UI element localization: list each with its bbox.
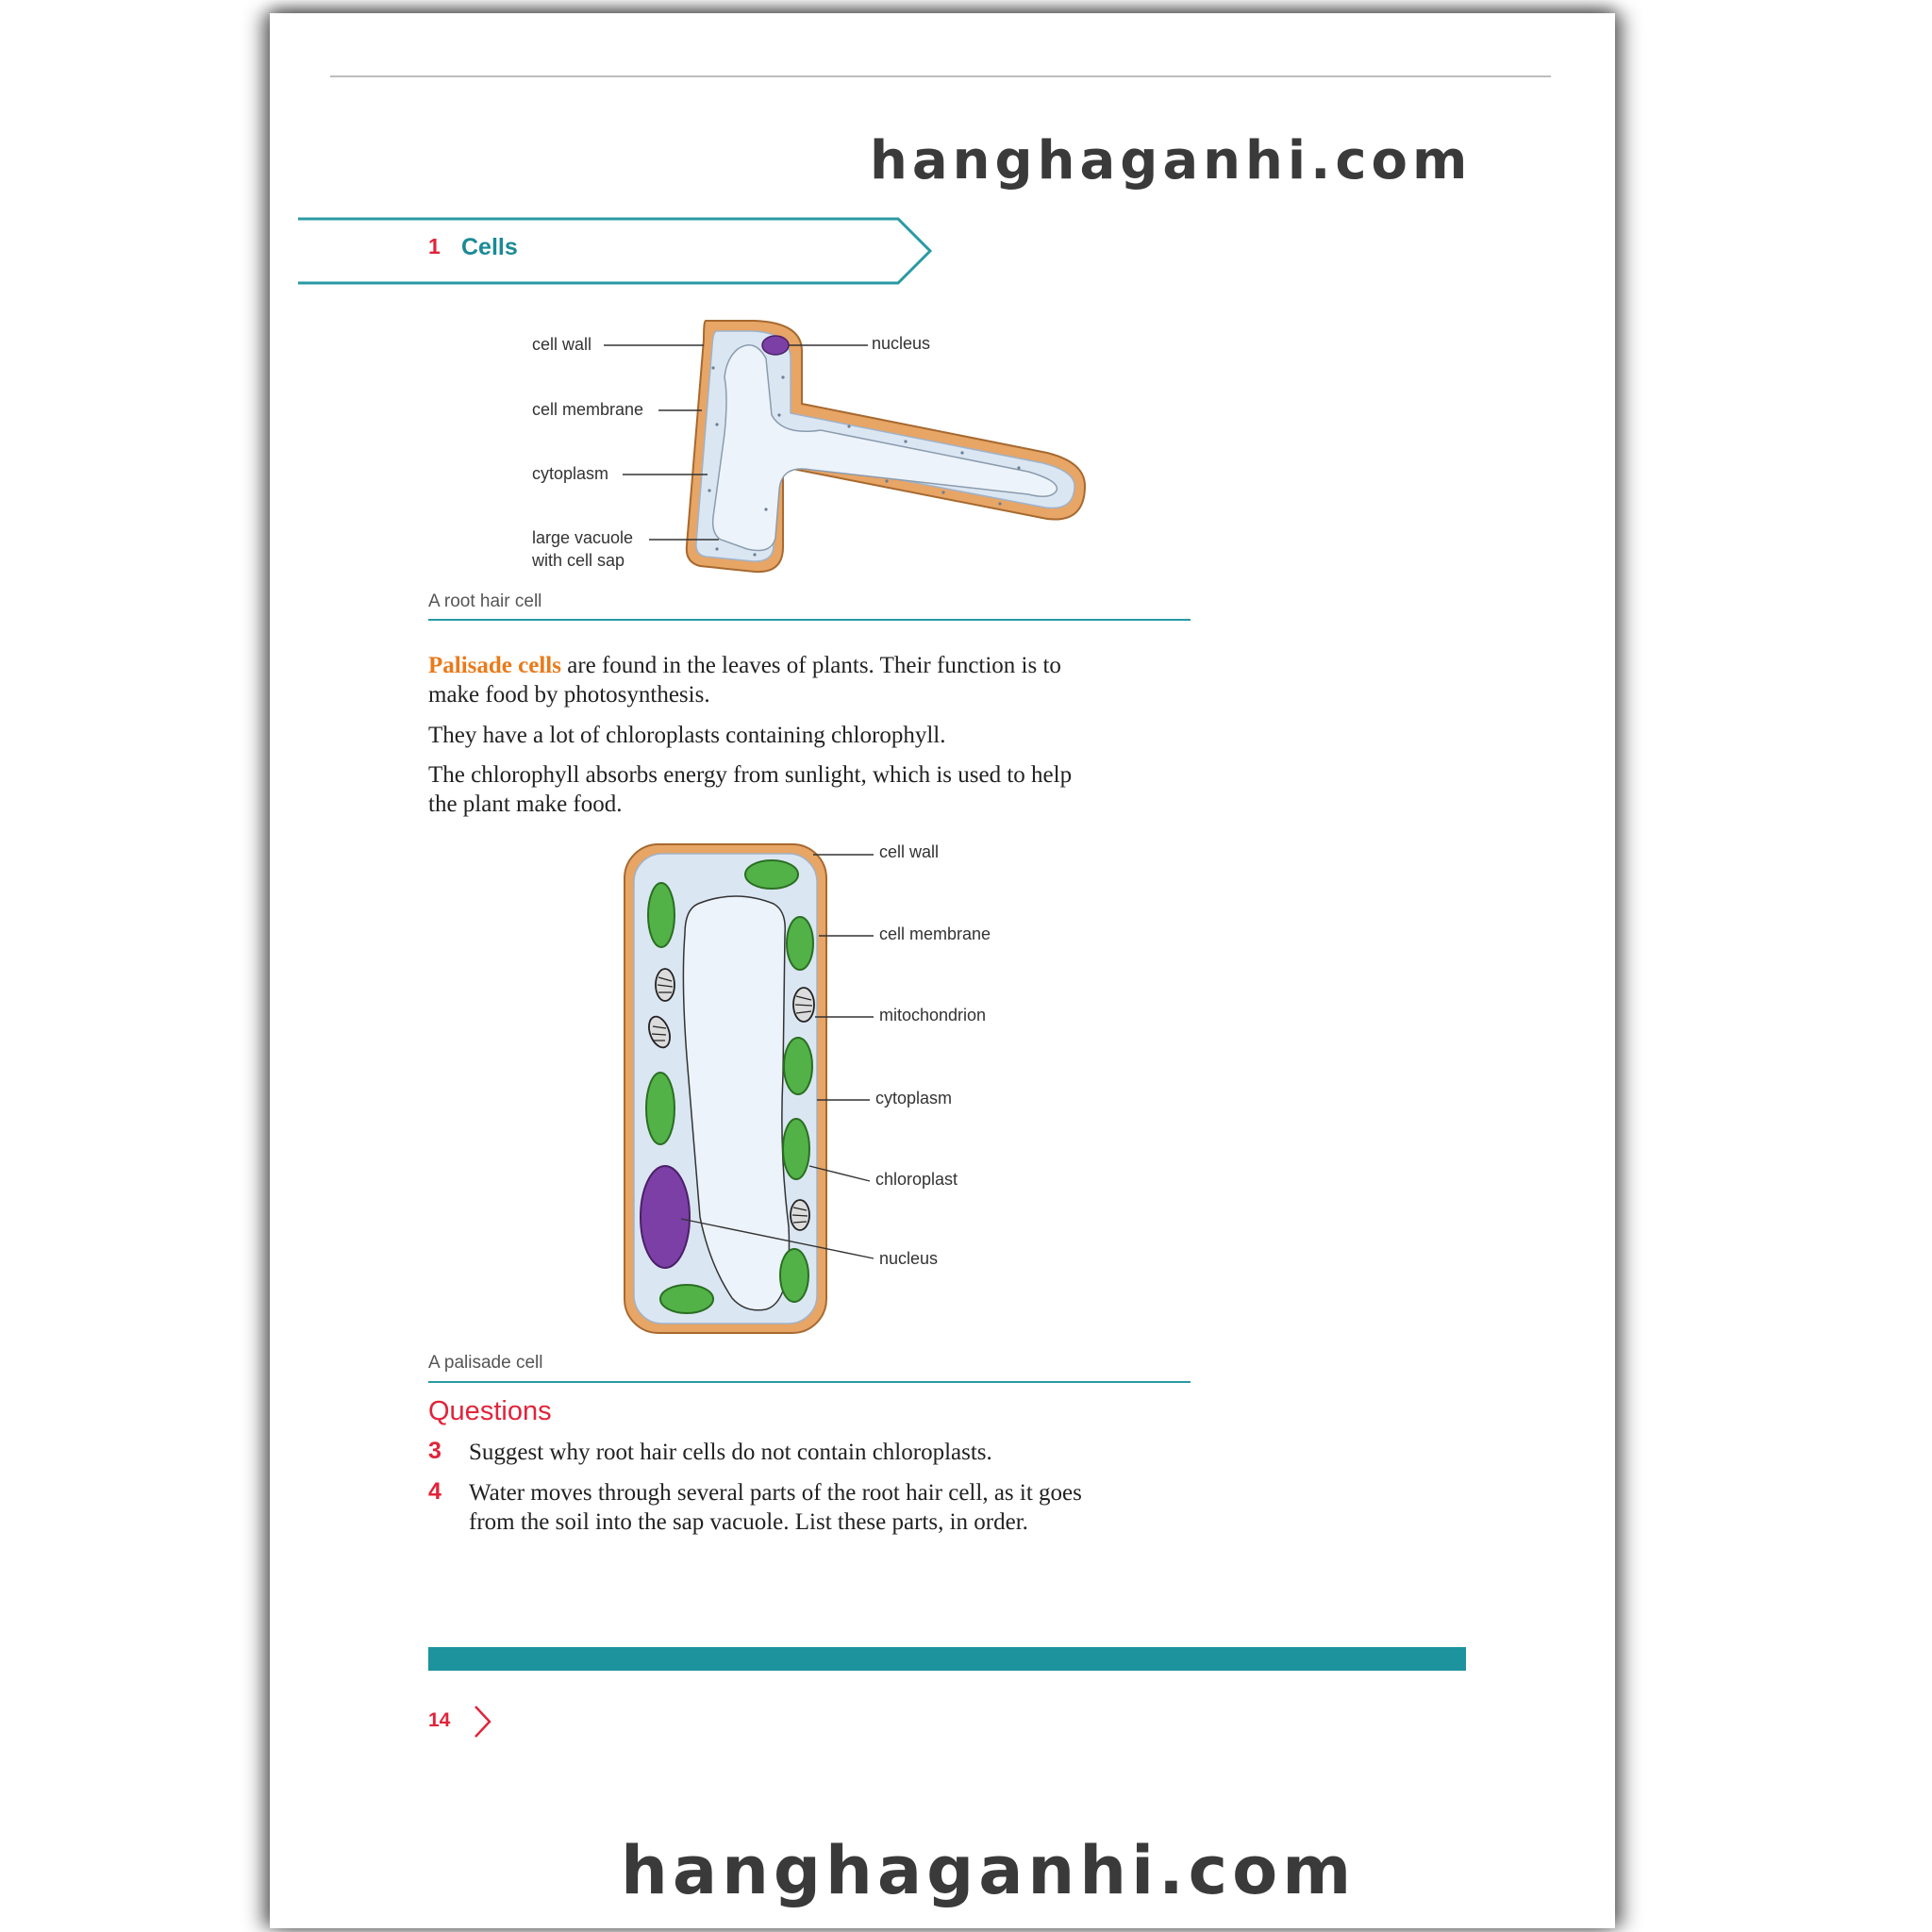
separator-1	[428, 619, 1191, 621]
separator-2	[428, 1381, 1191, 1383]
caption-palisade-cell: A palisade cell	[428, 1353, 543, 1373]
chloroplast	[660, 1285, 713, 1313]
chloroplast	[784, 1038, 812, 1094]
chloroplast	[780, 1249, 808, 1302]
label-root-cell-membrane: cell membrane	[532, 400, 644, 419]
key-term-palisade-cells: Palisade cells	[428, 653, 561, 678]
question-number-4: 4	[428, 1478, 441, 1505]
label-palisade-mitochondrion: mitochondrion	[879, 1006, 987, 1024]
chapter-title: Cells	[461, 234, 518, 260]
label-palisade-cell-membrane: cell membrane	[879, 924, 991, 943]
chapter-number: 1	[428, 234, 441, 258]
root-cell-nucleus	[762, 336, 789, 355]
question-number-3: 3	[428, 1438, 441, 1464]
label-root-vacuole-line2: with cell sap	[532, 551, 625, 570]
paragraph-chlorophyll: The chlorophyll absorbs energy from sunlight, which is used to help the plant make food.	[428, 762, 1073, 817]
chloroplast	[787, 917, 813, 970]
chloroplast	[745, 860, 798, 889]
chloroplast	[783, 1119, 809, 1179]
caption-root-hair-cell: A root hair cell	[428, 591, 542, 611]
paragraph-palisade-intro: Palisade cells are found in the leaves of plants. Their function is to make food by photosynthesis.	[428, 653, 1061, 708]
label-palisade-cell-wall: cell wall	[879, 842, 940, 861]
palisade-nucleus	[641, 1166, 690, 1268]
question-3-text: Suggest why root hair cells do not contain chloroplasts.	[469, 1440, 992, 1465]
chevron-right-icon	[472, 1704, 494, 1740]
watermark-bottom: hanghaganhi.com	[621, 1832, 1357, 1909]
chapter-banner	[298, 215, 940, 287]
question-4-text: Water moves through several parts of the root hair cell, as it goes from the soil into the sap vacuole. List these parts, in order.	[469, 1480, 1082, 1535]
label-root-nucleus: nucleus	[872, 334, 931, 353]
questions-heading: Questions	[428, 1396, 552, 1426]
watermark-top: hanghaganhi.com	[870, 130, 1473, 192]
label-palisade-chloroplast: chloroplast	[875, 1170, 958, 1189]
label-palisade-nucleus: nucleus	[879, 1249, 939, 1268]
footer-teal-bar	[428, 1647, 1466, 1671]
label-root-vacuole-line1: large vacuole	[532, 528, 634, 547]
chloroplast	[646, 1073, 675, 1144]
label-root-cell-wall: cell wall	[532, 335, 592, 354]
page-number: 14	[428, 1709, 451, 1731]
top-rule	[330, 75, 1551, 77]
label-palisade-cytoplasm: cytoplasm	[875, 1089, 953, 1108]
paragraph-chloroplasts: They have a lot of chloroplasts containing chlorophyll.	[428, 723, 946, 748]
label-root-cytoplasm: cytoplasm	[532, 464, 609, 483]
chloroplast	[648, 883, 675, 947]
